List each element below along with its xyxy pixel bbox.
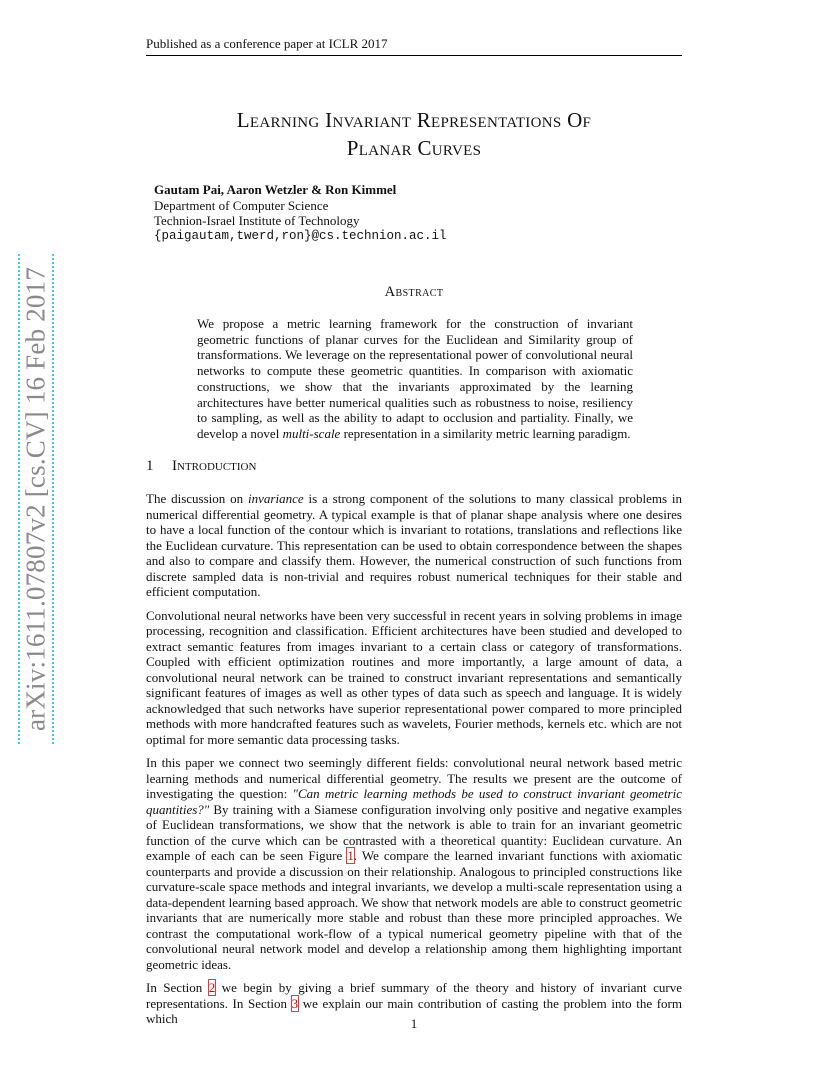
text-run: is a strong component of the solutions to many classical problems in numerical differential geometry. A typical example is that of planar shape analysis where one desires to have a local function of the contour which is invariant to rotations, translations and reflections like the Euclidean curvature. This representation can be used to obtain correspondence between the shapes and also to compare and classify them. However, the numerical construction of such functions from discrete sampled data is non-trivial and requires robust numerical techniques for their stable and efficient computation.: [146, 491, 682, 599]
abstract-part-1: We propose a metric learning framework for the construction of invariant geometric functions of planar curves for the Euclidean and Similarity group of transformations. We leverage on the representational power of convolutional neural networks to compute these geometric quantities. In comparison with axiomatic constructions, we show that the invariants approximated by the learning architectures have better numerical qualities such as robustness to noise, resiliency to sampling, as well as the ability to adapt to occlusion and partiality. Finally, we develop a novel: [197, 316, 633, 441]
text-run: The discussion on: [146, 491, 249, 506]
abstract-emphasis: multi-scale: [282, 425, 341, 441]
paragraph-3: [146, 755, 682, 972]
emphasis-invariance: invariance: [248, 491, 304, 506]
paragraph-1: [146, 491, 682, 600]
section-title: Introduction: [172, 458, 257, 474]
author-names: Gautam Pai, Aaron Wetzler & Ron Kimmel: [154, 182, 397, 197]
text-run: In this paper we connect two seemingly different fields: convolutional neural network based metric learning methods and numerical differential geometry. The results we present are the outcome of investigating the question:: [146, 755, 682, 801]
paragraph-2: Convolutional neural networks have been very successful in recent years in solving problems in image processing, recognition and classification. Efficient architectures have been studied and developed to extract semantic features from images invariant to a certain class or category of transformations. Coupled with efficient optimization routines and more importantly, a large amount of data, a convolutional neural network can be trained to construct invariant representations and semantically significant features of images as well as other types of data such as speech and language. It is widely acknowledged that such networks have superior representational power compared to more principled methods with more handcrafted features such as wavelets, Fourier methods, kernels etc. which are not optimal for more semantic data processing tasks.: [146, 607, 682, 747]
arxiv-stamp[interactable]: [18, 254, 54, 744]
conference-header: Published as a conference paper at ICLR 2017: [146, 36, 682, 56]
page-number: 1: [410, 1016, 418, 1031]
author-email[interactable]: {paigautam,twerd,ron}@cs.technion.ac.il: [154, 228, 447, 243]
abstract-text: [197, 316, 633, 442]
text-run: . We compare the learned invariant functions with axiomatic counterparts and provide a discussion on their relationship. Analogous to principled constructions like curvature-scale space methods and integral invariants, we develop a multi-scale representation using a data-dependent learning based approach. We show that network models are able to construct geometric invariants that are numerically more stable and robust than these more principled approaches. We contrast the computational work-flow of a typical numerical geometry pipeline with that of the convolutional neural network model and develop a relationship among them highlighting important geometric ideas.: [146, 848, 682, 972]
author-block: [154, 182, 674, 244]
research-question: "Can metric learning methods be used to construct invariant geometric quantities?": [146, 786, 682, 817]
text-run: By training with a Siamese configuration involving only positive and negative examples of Euclidean transformations, we show that the network is able to train for an invariant geometric function of the curve which can be contrasted with a theoretical quantity: Euclidean curvature. An example of each can be seen Figure: [146, 801, 682, 863]
text-run: we explain our main contribution of casting the problem into the form which: [146, 995, 682, 1026]
author-institution: Technion-Israel Institute of Technology: [154, 213, 360, 228]
paper-title: [146, 106, 682, 162]
section-3-link[interactable]: 3: [291, 995, 299, 1011]
title-line-1: Learning Invariant Representations Of: [236, 108, 592, 132]
section-heading-introduction: [146, 458, 682, 475]
section-number: 1: [146, 458, 154, 474]
abstract-part-2: representation in a similarity metric learning paradigm.: [340, 425, 631, 441]
abstract-heading: Abstract: [384, 284, 444, 300]
author-department: Department of Computer Science: [154, 197, 329, 213]
introduction-body: [146, 491, 682, 1035]
text-run: we begin by giving a brief summary of the theory and history of invariant curve representations. In Section: [146, 980, 682, 1011]
section-2-link[interactable]: 2: [208, 980, 216, 995]
figure-1-link[interactable]: 1: [347, 848, 354, 863]
text-run: In Section: [146, 980, 209, 995]
arxiv-identifier[interactable]: arXiv:1611.07807v2 [cs.CV] 16 Feb 2017: [20, 266, 51, 732]
title-line-2: Planar Curves: [346, 136, 482, 160]
